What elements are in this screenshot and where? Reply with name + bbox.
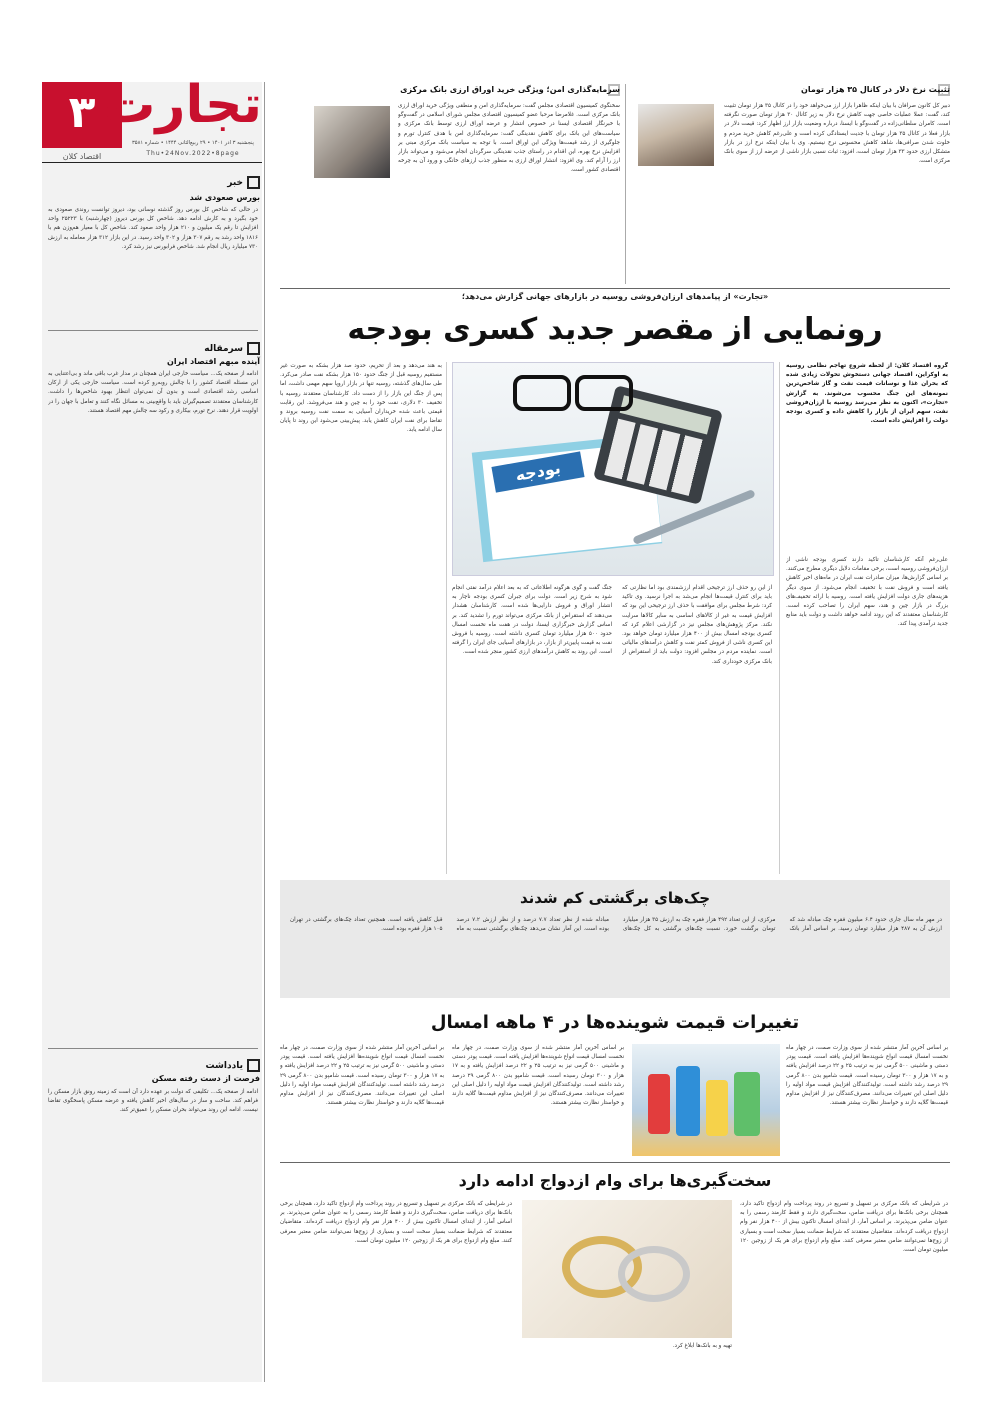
column-title: آینده مبهم اقتصاد ایران bbox=[166, 357, 260, 366]
main-headline: رونمایی از مقصر جدید کسری بودجه bbox=[347, 312, 883, 347]
rings-photo bbox=[522, 1200, 732, 1338]
detergent-headline: تغییرات قیمت شوینده‌ها در ۴ ماهه امسال bbox=[430, 1012, 800, 1033]
budget-image bbox=[452, 362, 774, 576]
checks-body: در مهر ماه سال جاری حدود ۶.۴ میلیون فقره چک مبادله شد که ارزش آن به ۴۸۷ هزار میلیارد تومان رسید. بر اساس آمار بانک مرکزی، از این تعداد ۴۹۲ هزار فقره چک به ارزش ۳۵ هزار میلیارد تومان برگشت خورد. نسبت چک‌های برگشتی به کل چک‌های مبادله شده از نظر تعداد ۷.۷ درصد و از نظر ارزش ۷.۲ درصد بوده است. این آمار نشان می‌دهد چک‌های برگشتی نسبت به ماه قبل کاهش یافته است. همچنین تعداد چک‌های برگشتی در تهران ۱۰۵ هزار فقره بوده است. bbox=[290, 917, 942, 933]
ring-icon bbox=[618, 1246, 690, 1302]
main-col3: جنگ گفت و گوی هرگونه اطلاعاتی که به بعد اعلام درآمد نفتی انجام شود به شرح زیر است. دولت برای جبران کسری بودجه ناچار به انتشار اوراق و فروش دارایی‌ها شده است. کارشناسان هشدار می‌دهند که استقراض از بانک مرکزی می‌تواند تورم را تشدید کند. بر اساس گزارش خبرگزاری ایسنا، دولت در هفت ماه نخست امسال حدود ۵۰۰ هزار میلیارد تومان کسری داشته است. روسیه با فروش نفت به قیمت پایین‌تر از بازار، در بازارهای آسیایی جای ایران را گرفته است. این روند به کاهش درآمدهای ارزی کشور منجر شده است. bbox=[452, 585, 612, 656]
section-square-icon bbox=[247, 342, 260, 355]
top-right-headline: تثبیت نرخ دلار در کانال ۳۵ هزار تومان bbox=[801, 85, 950, 94]
checks-headline: چک‌های برگشتی کم شدند bbox=[519, 889, 711, 907]
loans-caption: تهیه و به بانک‌ها ابلاغ کرد. bbox=[672, 1343, 732, 1349]
detergent-body-left: بر اساس آخرین آمار منتشر شده از سوی وزارت صمت، در چهار ماه نخست امسال قیمت انواع شوینده‌ها افزایش یافته است. قیمت پودر دستی و ماشینی ۵۰۰ گرمی نیز به ترتیب ۲۵ و ۲۲ درصد افزایش یافته و به ۱۷ هزار و ۳۰۰ تومان رسیده است. قیمت شامپو بدن ۸۰۰ گرمی ۲۹ درصد رشد داشته است. تولیدکنندگان افزایش قیمت مواد اولیه را دلیل اصلی این تغییرات می‌دانند. مصرف‌کنندگان نیز از افزایش مداوم قیمت‌ها گلایه دارند و خواستار نظارت بیشتر هستند. bbox=[280, 1045, 444, 1107]
loans-body-left: در شرایطی که بانک مرکزی بر تسهیل و تسریع در روند پرداخت وام ازدواج تاکید دارد، همچنان برخی بانک‌ها برای دریافت ضامن، سخت‌گیری دارند و فقط کارمند رسمی را به عنوان ضامن می‌پذیرند. بر اساس آمار، از ابتدای امسال تاکنون بیش از ۴۰۰ هزار نفر وام ازدواج دریافت کرده‌اند. متقاضیان معتقدند که شرایط ضمانت بسیار سخت است و بسیاری از زوج‌ها نمی‌توانند ضامن معتبر معرفی کنند. مبلغ وام ازدواج برای هر یک از زوجین ۱۲۰ میلیون تومان است. bbox=[280, 1201, 512, 1244]
main-lead: گروه اقتصاد کلان: از لحظه شروع تهاجم نظامی روسیه به اوکراین، اقتصاد جهانی دستخوش تحولات زیادی شده که بحران غذا و نوسانات قیمت نفت و گاز شاخص‌ترین نمونه‌های این جنگ محسوب می‌شوند. به گزارش «تجارت»، اکنون به نظر می‌رسد روسیه با ارزان‌فروشی نفت، سهم ایران از بازار را کاهش داده و کسری بودجه دولت را افزایش داده است. bbox=[786, 363, 948, 425]
section-square-icon bbox=[247, 1059, 260, 1072]
top-right-photo bbox=[638, 104, 714, 166]
loans-headline: سخت‌گیری‌ها برای وام ازدواج ادامه دارد bbox=[458, 1171, 772, 1190]
top-left-article bbox=[280, 84, 620, 284]
detergent-photo bbox=[632, 1044, 780, 1156]
memo-title: فرصت از دست رفته مسکن bbox=[151, 1074, 260, 1083]
news-title: بورس صعودی شد bbox=[189, 193, 260, 202]
main-col2: از این رو حذف ارز ترجیحی اقدام ارزشمندی بود اما نظارتی که باید برای کنترل قیمت‌ها انجام می‌شد به اجرا نرسید. وی تاکید کرد: شرط مجلس برای موافقت با حذف ارز ترجیحی این بود که افزایش قیمت به غیر از کالاهای اساسی به سایر کالاها سرایت نکند. مرکز پژوهش‌های مجلس نیز در گزارشی اعلام کرد که کسری بودجه امسال بیش از ۴۰۰ هزار میلیارد تومان خواهد بود. این کسری ناشی از فروش کمتر نفت و کاهش درآمدهای مالیاتی است. نماینده مردم در مجلس افزود: دولت باید از استقراض از بانک مرکزی خودداری کند. bbox=[622, 585, 772, 665]
section-label: اقتصاد کلان bbox=[62, 152, 102, 161]
glasses-icon bbox=[513, 371, 633, 407]
detergent-body-right: بر اساس آخرین آمار منتشر شده از سوی وزارت صمت، در چهار ماه نخست امسال قیمت انواع شوینده‌ها افزایش یافته است. قیمت پودر دستی و ماشینی ۵۰۰ گرمی نیز به ترتیب ۲۵ و ۲۲ درصد افزایش یافته و به ۱۷ هزار و ۳۰۰ تومان رسیده است. قیمت شامپو بدن ۸۰۰ گرمی ۲۹ درصد رشد داشته است. تولیدکنندگان افزایش قیمت مواد اولیه را دلیل اصلی این تغییرات می‌دانند. مصرف‌کنندگان نیز از افزایش مداوم قیمت‌ها گلایه دارند و خواستار نظارت بیشتر هستند. bbox=[786, 1045, 948, 1107]
column-body: ادامه از صفحه یک... سیاست خارجی ایران همچنان در مدار غرب باقی ماند و بی‌اعتنایی به این مسئله اقتصاد کشور را با چالش روبه‌رو کرده است. سیاست خارجی یکی از ارکان اساسی رشد اقتصادی است و بدون آن نمی‌توان انتظار بهبود شاخص‌ها را داشت. کارشناسان معتقدند تصمیم‌گیران باید با واقع‌بینی به مسائل نگاه کنند و تعامل با جهان را در اولویت قرار دهند. نرخ تورم، بیکاری و رکود سه چالش مهم اقتصاد هستند. bbox=[48, 371, 258, 414]
news-body: در حالی که شاخص کل بورس روز گذشته نوسانی بود، دیروز توانست روندی صعودی به خود بگیرد و به کارش ادامه دهد. شاخص کل بورس دیروز (چهارشنبه) با ۲۵۲۲۳ واحد افزایش تا رقم یک میلیون و ۲۱۰ هزار واحد صعود کند. شاخص کل با معیار هم‌وزن هم با ۱۸۱۶ واحد رشد به رقم ۳۰۷ هزار و ۳۰۲ واحد رسید. در این بازار ۳۱۲ هزار معامله به ارزش ۷۳۰ میلیارد ریال انجام شد. شاخص فرابورس نیز رشد کرد. bbox=[48, 207, 258, 250]
page-number: ۳ bbox=[68, 87, 96, 138]
column-label: سرمقاله bbox=[204, 343, 243, 354]
main-col1: علی‌رغم آنکه کارشناسان تاکید دارند کسری بودجه ناشی از ارزان‌فروشی روسیه است، برخی مقامات دلایل دیگری مطرح می‌کنند. بر اساس گزارش‌ها، میزان صادرات نفت ایران در ماه‌های اخیر کاهش یافته است و فروش نفت با تخفیف انجام می‌شود. از سوی دیگر هزینه‌های جاری دولت افزایش یافته است. روسیه با ارائه تخفیف‌های بزرگ در بازار چین و هند، سهم ایران را تصاحب کرده است. کارشناسان معتقدند که این روند ادامه خواهد داشت و دولت باید منابع جدید درآمدی پیدا کند. bbox=[786, 557, 948, 628]
top-left-photo bbox=[314, 106, 390, 178]
memo-section-header bbox=[48, 1055, 260, 1074]
top-left-headline: سرمایه‌گذاری امن؛ ویژگی خرید اوراق ارزی بانک مرکزی bbox=[400, 85, 620, 94]
budget-folder-label: بودجه bbox=[491, 451, 584, 492]
checks-box bbox=[280, 880, 950, 998]
column-section-header bbox=[48, 338, 260, 357]
top-right-article bbox=[632, 84, 950, 284]
top-left-body: سخنگوی کمیسیون اقتصادی مجلس گفت: سرمایه‌گذاری امن و منطقی ویژگی خرید اوراق ارزی بانک مرکزی است. غلامرضا مرحبا عضو کمیسیون اقتصادی مجلس شورای اسلامی در گفت‌وگو با خبرنگار اقتصادی ایسنا در خصوص انتشار و عرضه اوراق ارزی توسط بانک مرکزی و سیاست‌های این بانک برای کاهش نقدینگی گفت: سرمایه‌گذاری امن با هدف کنترل تورم و جلوگیری از رشد قیمت‌ها ویژگی این اوراق است. با توجه به سیاست بانک مرکزی مبنی بر افزایش نرخ بهره، این اقدام در راستای جذب نقدینگی سرگردان انجام می‌شود و می‌تواند بازار ارز را آرام کند. وی افزود: انتشار اوراق ارزی به منظور جذب ارزهای خانگی و ورود آن به چرخه اقتصادی کشور است. bbox=[398, 103, 620, 174]
news-section-header bbox=[48, 172, 260, 191]
masthead-logo: تجارت bbox=[103, 75, 262, 135]
section-square-icon bbox=[247, 176, 260, 189]
memo-label: یادداشت bbox=[205, 1060, 243, 1071]
top-right-body: دبیر کل کانون صرافان با بیان اینکه ظاهرا بازار ارز می‌خواهد خود را در کانال ۳۵ هزار تومان تثبیت کند، گفت: عملا عملیات خاصی جهت کاهش نرخ دلار به زیر کانال ۳۰ هزار تومان صورت نگرفته است. کامران سلطانی‌زاده در گفت‌وگو با ایسنا، درباره وضعیت بازار ارز اظهار کرد: قیمت دلار در بازار فعلا در کانال ۳۵ هزار تومان با جدیت ایستادگی کرده است و علی‌رغم کاهش خرید مردم و خلوت شدن صرافی‌ها، شاهد کاهش محسوس نرخ نیستیم. وی با بیان اینکه نرخ ارز در بازار متشکل ارزی حدود ۳۳ هزار تومان است، افزود: ثبات نسبی بازار ناشی از عرضه ارز از سوی بانک مرکزی است. bbox=[724, 103, 950, 165]
date-line: پنجشنبه ۳ آذر ۱۴۰۱ • ۲۹ ربیع‌الثانی ۱۴۴۴ • شماره ۳۵۸۱ bbox=[132, 140, 254, 146]
main-col4: به هند می‌دهد و بعد از تحریم، حدود صد هزار بشکه به صورت غیر مستقیم روسیه قبل از جنگ حدود ۱۵۰ هزار بشکه نفت صادر می‌کرد. طی سال‌های گذشته، روسیه تنها در بازار اروپا سهم مهمی داشت، اما پس از جنگ این بازار را از دست داد. کارشناسان معتقدند روسیه با تخفیف ۳۰ دلاری، نفت خود را به چین و هند می‌فروشد. این رقابت قیمتی باعث شده خریداران آسیایی به سمت نفت روسیه بروند و تقاضا برای نفت ایران کاهش یابد. پیش‌بینی می‌شود این روند تا پایان سال ادامه یابد. bbox=[280, 363, 442, 434]
loans-body-right: در شرایطی که بانک مرکزی بر تسهیل و تسریع در روند پرداخت وام ازدواج تاکید دارد، همچنان برخی بانک‌ها برای دریافت ضامن، سخت‌گیری دارند و فقط کارمند رسمی را به عنوان ضامن می‌پذیرند. بر اساس آمار، از ابتدای امسال تاکنون بیش از ۴۰۰ هزار نفر وام ازدواج دریافت کرده‌اند. متقاضیان معتقدند که شرایط ضمانت بسیار سخت است و بسیاری از زوج‌ها نمی‌توانند ضامن معتبر معرفی کنند. مبلغ وام ازدواج برای هر یک از زوجین ۱۲۰ میلیون تومان است. bbox=[740, 1201, 948, 1254]
main-kicker: «تجارت» از پیامدهای ارزان‌فروشی روسیه در بازارهای جهانی گزارش می‌دهد؛ bbox=[461, 292, 769, 301]
memo-body: ادامه از صفحه یک... تکلیفی که دولت بر عهده دارد آن است که زمینه رونق بازار مسکن را فراهم کند. ساخت و ساز در سال‌های اخیر کاهش یافته و عرضه مسکن پاسخگوی تقاضا نیست. ادامه این روند می‌تواند بحران مسکن را عمیق‌تر کند. bbox=[48, 1089, 258, 1114]
detergent-body-mid: بر اساس آخرین آمار منتشر شده از سوی وزارت صمت، در چهار ماه نخست امسال قیمت انواع شوینده‌ها افزایش یافته است. قیمت پودر دستی و ماشینی ۵۰۰ گرمی نیز به ترتیب ۲۵ و ۲۲ درصد افزایش یافته و به ۱۷ هزار و ۳۰۰ تومان رسیده است. قیمت شامپو بدن ۸۰۰ گرمی ۲۹ درصد رشد داشته است. تولیدکنندگان افزایش قیمت مواد اولیه را دلیل اصلی این تغییرات می‌دانند. مصرف‌کنندگان نیز از افزایش مداوم قیمت‌ها گلایه دارند و خواستار نظارت بیشتر هستند. bbox=[452, 1045, 624, 1107]
date-latin: Thu•24Nov.2022•8page bbox=[146, 150, 240, 157]
news-label: خبر bbox=[227, 177, 243, 188]
